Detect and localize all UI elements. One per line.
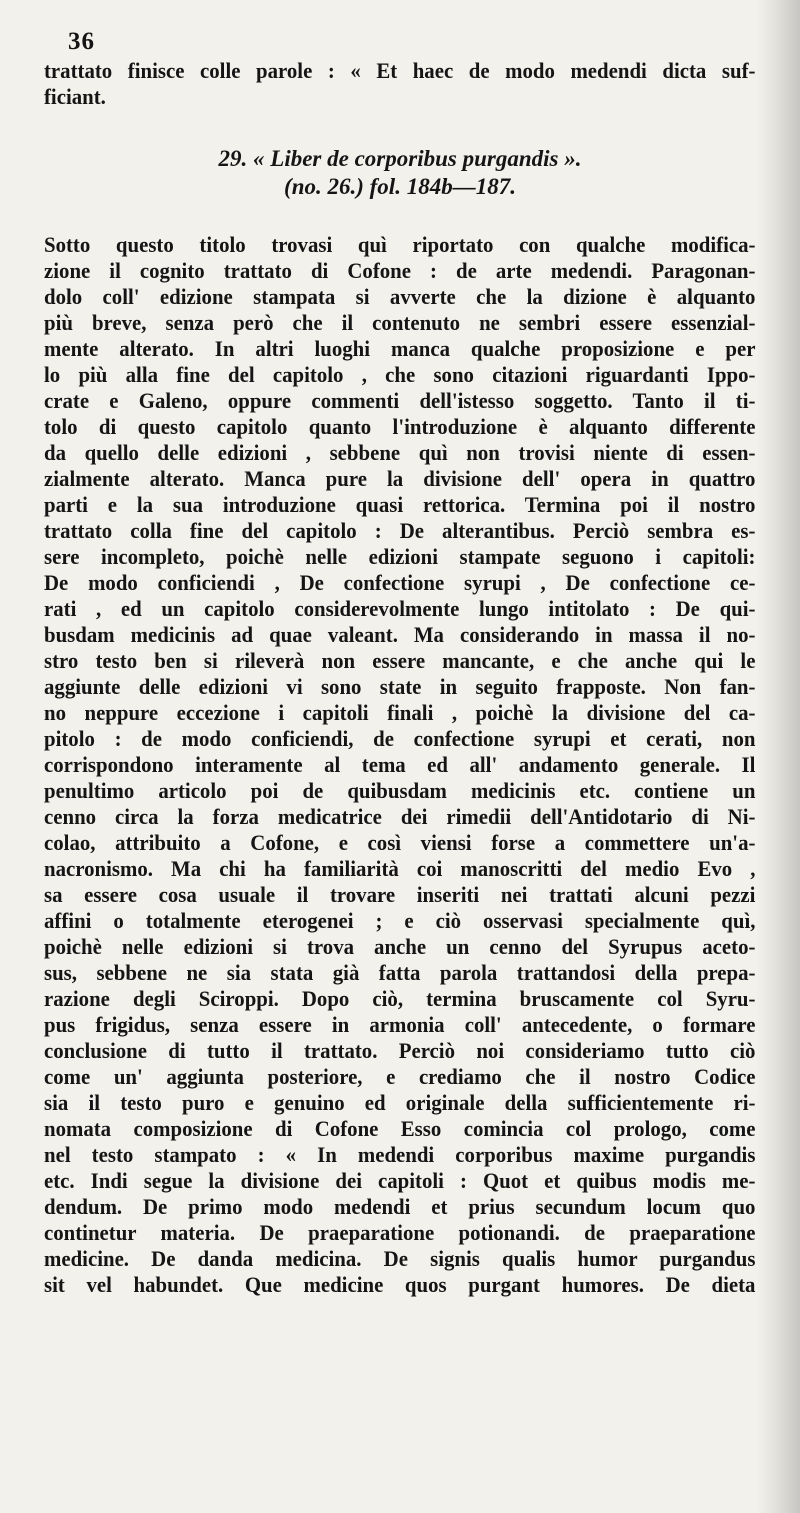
body-line: Sotto questo titolo trovasi quì riportato con qualche modifica-: [44, 232, 756, 257]
section-reference: (no. 26.) fol. 184b—187.: [284, 174, 516, 199]
body-line: conclusione di tutto il trattato. Perciò noi consideriamo tutto ciò: [44, 1038, 756, 1063]
body-line: più breve, senza però che il contenuto ne sembri essere essenzial-: [44, 310, 756, 335]
body-line: dendum. De primo modo medendi et prius secundum locum quo: [44, 1194, 756, 1219]
body-line: pitolo : de modo conficiendi, de confectione syrupi et cerati, non: [44, 726, 756, 751]
body-line: continetur materia. De praeparatione potionandi. de praeparatione: [44, 1220, 756, 1245]
body-line: sere incompleto, poichè nelle edizioni stampate seguono i capitoli:: [44, 544, 756, 569]
page-edge-shadow: [756, 0, 800, 1513]
section-heading: 29. « Liber de corporibus purgandis ».: [218, 146, 582, 171]
body-line: sia il testo puro e genuino ed originale della sufficientemente ri-: [44, 1090, 756, 1115]
body-line: sit vel habundet. Que medicine quos purgant humores. De dieta: [44, 1272, 756, 1297]
body-line: nomata composizione di Cofone Esso comincia col prologo, come: [44, 1116, 756, 1141]
body-line: come un' aggiunta posteriore, e crediamo che il nostro Codice: [44, 1064, 756, 1089]
body-line: tolo di questo capitolo quanto l'introduzione è alquanto differente: [44, 414, 756, 439]
body-line: affini o totalmente eterogenei ; e ciò osservasi specialmente quì,: [44, 908, 756, 933]
body-line: penultimo articolo poi de quibusdam medicinis etc. contiene un: [44, 778, 756, 803]
body-line: sa essere cosa usuale il trovare inseriti nei trattati alcuni pezzi: [44, 882, 756, 907]
body-line: zione il cognito trattato di Cofone : de arte medendi. Paragonan-: [44, 258, 756, 283]
body-paragraph: [44, 232, 755, 1298]
body-line: crate e Galeno, oppure commenti dell'istesso soggetto. Tanto il ti-: [44, 388, 756, 413]
body-line: corrispondono interamente al tema ed all' andamento generale. Il: [44, 752, 756, 777]
intro-paragraph: [44, 58, 755, 110]
intro-line: trattato finisce colle parole : « Et haec de modo medendi dicta suf-: [44, 58, 756, 83]
body-line: nacronismo. Ma chi ha familiarità coi manoscritti del medio Evo ,: [44, 856, 756, 881]
body-line: pus frigidus, senza essere in armonia coll' antecedente, o formare: [44, 1012, 756, 1037]
page-number: 36: [68, 28, 95, 55]
body-line: nel testo stampato : « In medendi corporibus maxime purgandis: [44, 1142, 756, 1167]
body-line: lo più alla fine del capitolo , che sono citazioni riguardanti Ippo-: [44, 362, 756, 387]
body-line: da quello delle edizioni , sebbene quì non trovisi niente di essen-: [44, 440, 756, 465]
body-line: sus, sebbene ne sia stata già fatta parola trattandosi della prepa-: [44, 960, 756, 985]
body-line: zialmente alterato. Manca pure la divisione dell' opera in quattro: [44, 466, 756, 491]
body-line: cenno circa la forza medicatrice dei rimedii dell'Antidotario di Ni-: [44, 804, 756, 829]
body-line: poichè nelle edizioni si trova anche un cenno del Syrupus aceto-: [44, 934, 756, 959]
body-line: mente alterato. In altri luoghi manca qualche proposizione e per: [44, 336, 756, 361]
body-line: parti e la sua introduzione quasi rettorica. Termina poi il nostro: [44, 492, 756, 517]
body-line: dolo coll' edizione stampata si avverte che la dizione è alquanto: [44, 284, 756, 309]
intro-line: ficiant.: [44, 84, 106, 109]
body-line: colao, attribuito a Cofone, e così viensi forse a commettere un'a-: [44, 830, 756, 855]
body-line: stro testo ben si rileverà non essere mancante, e che anche qui le: [44, 648, 756, 673]
body-line: no neppure eccezione i capitoli finali , poichè la divisione del ca-: [44, 700, 756, 725]
body-line: medicine. De danda medicina. De signis qualis humor purgandus: [44, 1246, 756, 1271]
body-line: rati , ed un capitolo considerevolmente lungo intitolato : De qui-: [44, 596, 756, 621]
body-line: etc. Indi segue la divisione dei capitoli : Quot et quibus modis me-: [44, 1168, 756, 1193]
body-line: trattato colla fine del capitolo : De alterantibus. Perciò sembra es-: [44, 518, 756, 543]
body-line: razione degli Sciroppi. Dopo ciò, termina bruscamente col Syru-: [44, 986, 756, 1011]
body-line: aggiunte delle edizioni vi sono state in seguito frapposte. Non fan-: [44, 674, 756, 699]
body-line: busdam medicinis ad quae valeant. Ma considerando in massa il no-: [44, 622, 756, 647]
body-line: De modo conficiendi , De confectione syrupi , De confectione ce-: [44, 570, 756, 595]
